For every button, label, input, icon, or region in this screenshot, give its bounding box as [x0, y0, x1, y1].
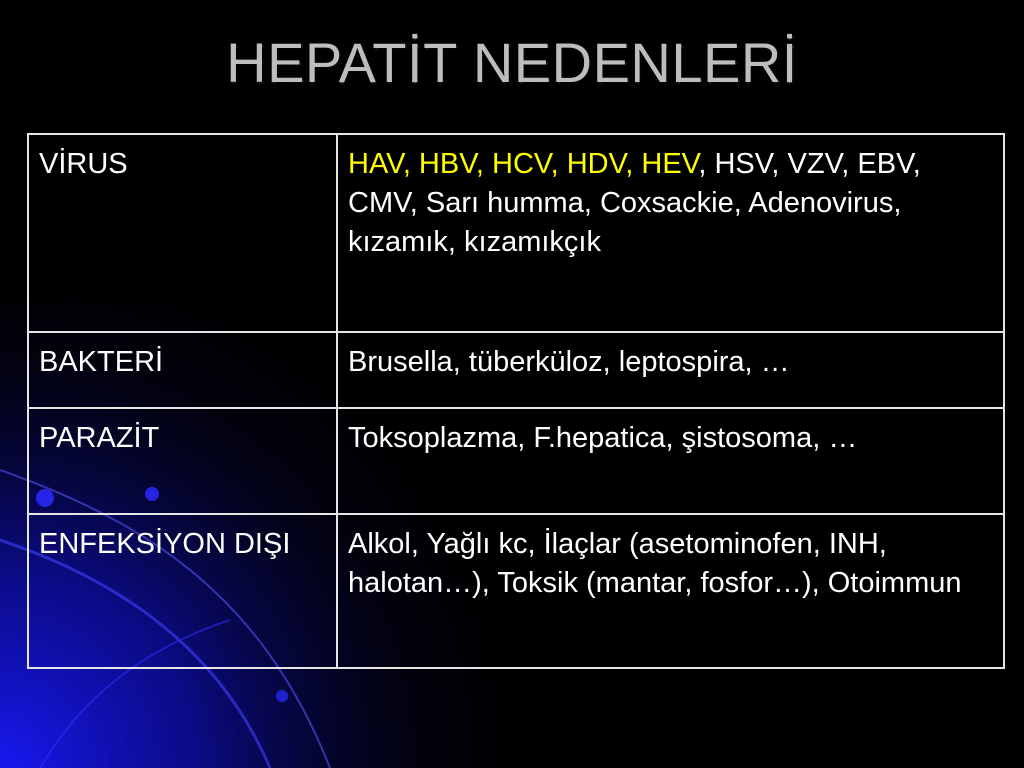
details-text: , HSV, VZV, EBV, CMV, Sarı humma, Coxsackie, Adenovirus, kızamık, kızamıkçık: [348, 148, 921, 258]
details-cell: [337, 134, 1004, 332]
category-cell: VİRUS: [28, 134, 337, 332]
category-cell: ENFEKSİYON DIŞI: [28, 514, 337, 668]
highlighted-viruses: HAV, HBV, HCV, HDV, HEV: [348, 148, 699, 180]
details-cell: Brusella, tüberküloz, leptospira, …: [337, 332, 1004, 408]
table-row: [28, 514, 1004, 668]
table-row: [28, 134, 1004, 332]
details-cell: Alkol, Yağlı kc, İlaçlar (asetominofen, INH, halotan…), Toksik (mantar, fosfor…), Otoimmun: [337, 514, 1004, 668]
category-cell: BAKTERİ: [28, 332, 337, 408]
hepatitis-causes-table: [27, 133, 1005, 669]
details-cell: Toksoplazma, F.hepatica, şistosoma, …: [337, 408, 1004, 514]
slide-title: HEPATİT NEDENLERİ: [226, 31, 798, 94]
table-row: [28, 408, 1004, 514]
table-row: [28, 332, 1004, 408]
decor-dot: [276, 690, 288, 702]
category-cell: PARAZİT: [28, 408, 337, 514]
